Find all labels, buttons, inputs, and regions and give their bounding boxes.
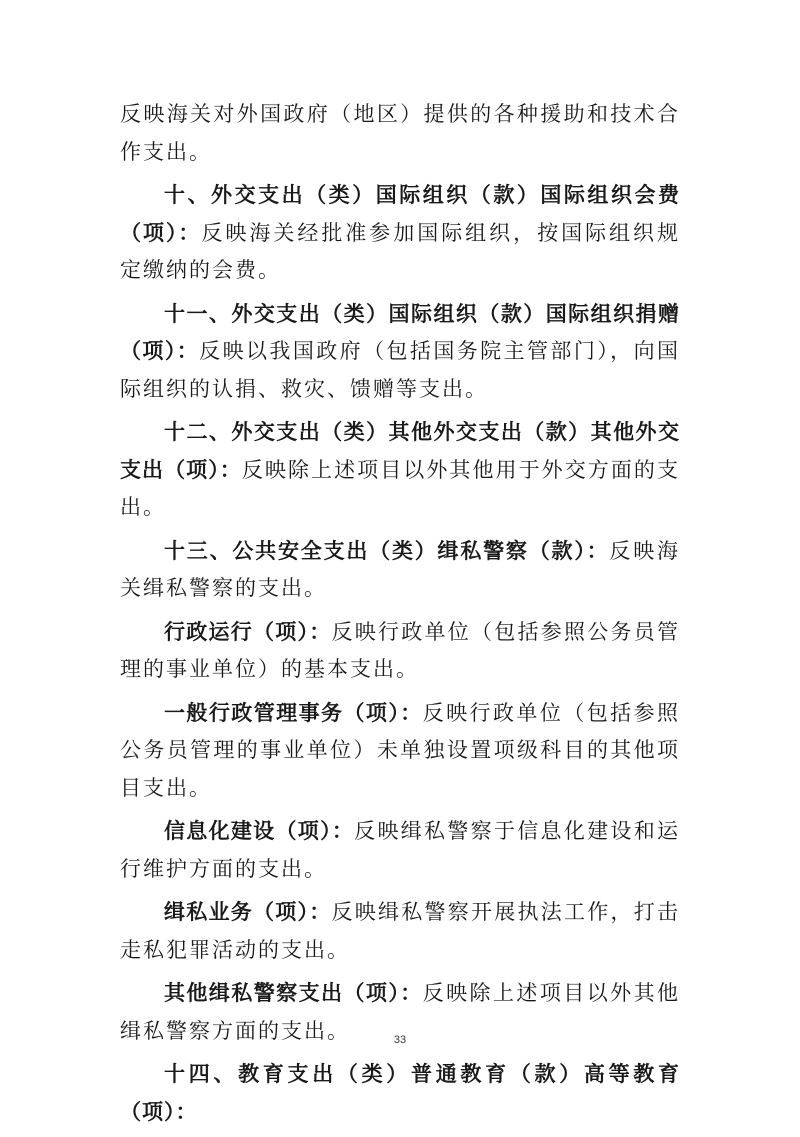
paragraph-text: 反映除上述项目以外其他缉私警察方面的支出。 [120, 981, 681, 1043]
paragraph-text: 反映海关缉私警察的支出。 [120, 538, 681, 600]
paragraph-heading: 行政运行（项）： [164, 619, 332, 644]
paragraph-6 [120, 695, 680, 808]
paragraph-heading: 十一、外交支出（类）国际组织（款）国际组织捐赠（项）： [120, 301, 680, 363]
paragraph-text: 反映行政单位（包括参照公务员管理的事业单位）未单独设置项级科目的其他项目支出。 [120, 700, 681, 800]
paragraph-heading: 其他缉私警察支出（项）： [164, 981, 423, 1005]
paragraph-text: 反映海关经批准参加国际组织，按国际组织规定缴纳的会费。 [120, 220, 681, 282]
paragraph-5 [120, 614, 680, 689]
paragraph-text: 反映海关对外国政府（地区）提供的各种援助和技术合作支出。 [120, 102, 680, 164]
paragraph-heading: 十二、外交支出（类）其他外交支出（款）其他外交支出（项）： [120, 420, 680, 482]
paragraph-7 [120, 813, 680, 888]
paragraph-text: 反映缉私警察开展执法工作，打击走私犯罪活动的支出。 [120, 900, 680, 962]
paragraph-heading: 一般行政管理事务（项）： [164, 700, 423, 725]
document-body [120, 96, 680, 1137]
paragraph-text: 反映行政单位（包括参照公务员管理的事业单位）的基本支出。 [120, 619, 680, 681]
paragraph-heading: 十、外交支出（类）国际组织（款）国际组织会费（项）： [120, 183, 680, 245]
paragraph-heading: 十四、教育支出（类）普通教育（款）高等教育（项）： [120, 1062, 680, 1124]
paragraph-1 [120, 177, 680, 290]
paragraph-heading: 十三、公共安全支出（类）缉私警察（款）： [164, 538, 610, 563]
paragraph-heading: 缉私业务（项）： [164, 900, 332, 924]
paragraph-text: 反映以我国政府（包括国务院主管部门），向国际组织的认捐、救灾、馈赠等支出。 [120, 339, 681, 401]
paragraph-8 [120, 894, 680, 969]
paragraph-text: 反映除上述项目以外其他用于外交方面的支出。 [120, 457, 680, 519]
paragraph-4 [120, 533, 680, 608]
paragraph-0 [120, 96, 680, 171]
paragraph-text: 反映缉私警察于信息化建设和运行维护方面的支出。 [120, 819, 681, 881]
paragraph-heading: 信息化建设（项）： [164, 819, 355, 843]
paragraph-10 [120, 1056, 680, 1131]
page-number: 33 [393, 1034, 407, 1046]
paragraph-2 [120, 296, 680, 409]
paragraph-3 [120, 414, 680, 527]
